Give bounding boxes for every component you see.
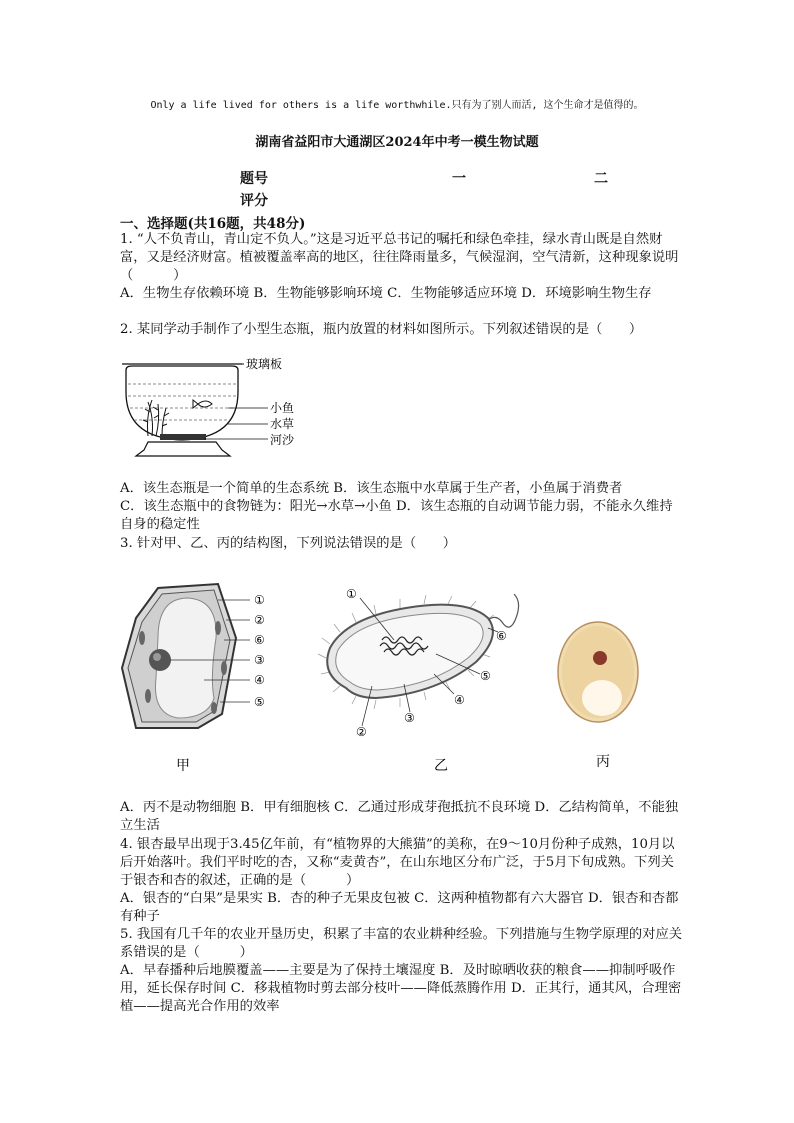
question-1-stem: 1. “人不负青山，青山定不负人。”这是习近平总书记的嘱托和绿色牵挂，绿水青山既是自然财富，又是经济财富。植被覆盖率高的地区，往往降雨量多，气候湿润，空气清新，这种现象说明（ ）	[120, 232, 679, 283]
exam-title: 湖南省益阳市大通湖区2024年中考一模生物试题	[255, 135, 539, 150]
score-table-col-1: 一	[452, 171, 466, 187]
jia-label-4: ④	[254, 673, 265, 687]
ecobottle-figure	[118, 352, 308, 464]
question-1-options: A．生物生存依赖环境 B．生物能够影响环境 C．生物能够适应环境 D．环境影响生物生存	[120, 286, 652, 301]
jia-label-6: ⑥	[254, 633, 265, 647]
score-table-header-score: 评分	[240, 193, 268, 209]
label-waterweed: 水草	[270, 417, 295, 431]
question-5-options: A．早春播种后地膜覆盖——主要是为了保持土壤湿度 B．及时晾晒收获的粮食——抑制呼吸作用，延长保存时间 C．移栽植物时剪去部分枝叶——降低蒸腾作用 D．正其行，通其风，合理密植——提高光合作用的效率	[120, 963, 682, 1014]
jia-label-2: ②	[254, 613, 265, 627]
caption-bing: 丙	[596, 754, 610, 770]
label-small-fish: 小鱼	[270, 401, 295, 415]
jia-label-5: ⑤	[254, 695, 265, 709]
score-table-col-2: 二	[594, 171, 608, 187]
question-3-stem: 3. 针对甲、乙、丙的结构图，下列说法错误的是（ ）	[120, 536, 457, 551]
yi-label-5: ⑤	[480, 669, 491, 683]
question-4-options: A．银杏的“白果”是果实 B．杏的种子无果皮包被 C．这两种植物都有六大器官 D．银杏和杏都有种子	[120, 891, 679, 924]
question-4-stem: 4. 银杏最早出现于3.45亿年前，有“植物界的大熊猫”的美称，在9～10月份种子成熟，10月以后开始落叶。我们平时吃的杏，又称“麦黄杏”，在山东地区分布广泛，于5月下旬成熟。下列关于银杏和杏的叙述，正确的是（ ）	[120, 837, 675, 888]
question-5-stem: 5. 我国有几千年的农业开垦历史，积累了丰富的农业耕种经验。下列措施与生物学原理的对应关系错误的是（ ）	[120, 927, 683, 960]
figure-plant-cell	[118, 578, 278, 778]
yi-label-2: ②	[356, 725, 367, 739]
jia-label-1: ①	[254, 593, 265, 607]
figure-cell-bing	[550, 620, 660, 770]
caption-yi: 乙	[434, 758, 448, 774]
question-2-options-line1: A．该生态瓶是一个简单的生态系统 B．该生态瓶中水草属于生产者，小鱼属于消费者	[120, 481, 623, 496]
motto-line: Only a life lived for others is a life worthwhile.只有为了别人而活, 这个生命才是值得的。	[150, 100, 644, 111]
label-river-sand: 河沙	[270, 433, 295, 447]
question-3-options: A．丙不是动物细胞 B．甲有细胞核 C．乙通过形成芽孢抵抗不良环境 D．乙结构简单，不能独立生活	[120, 800, 679, 833]
question-2-stem: 2. 某同学动手制作了小型生态瓶，瓶内放置的材料如图所示。下列叙述错误的是（ ）	[120, 322, 643, 337]
caption-jia: 甲	[176, 758, 190, 774]
jia-label-3: ③	[254, 653, 265, 667]
yi-label-1: ①	[346, 587, 357, 601]
section-heading: 一、选择题(共16题，共48分)	[120, 216, 306, 232]
label-glass-plate: 玻璃板	[246, 357, 283, 371]
question-2-options-line2: C．该生态瓶中的食物链为：阳光→水草→小鱼 D．该生态瓶的自动调节能力弱，不能永久维持自身的稳定性	[120, 499, 673, 532]
figure-bacterium	[316, 578, 526, 778]
yi-label-3: ③	[404, 711, 415, 725]
yi-label-6: ⑥	[496, 629, 507, 643]
score-table-header-number: 题号	[240, 171, 268, 187]
yi-label-4: ④	[454, 693, 465, 707]
